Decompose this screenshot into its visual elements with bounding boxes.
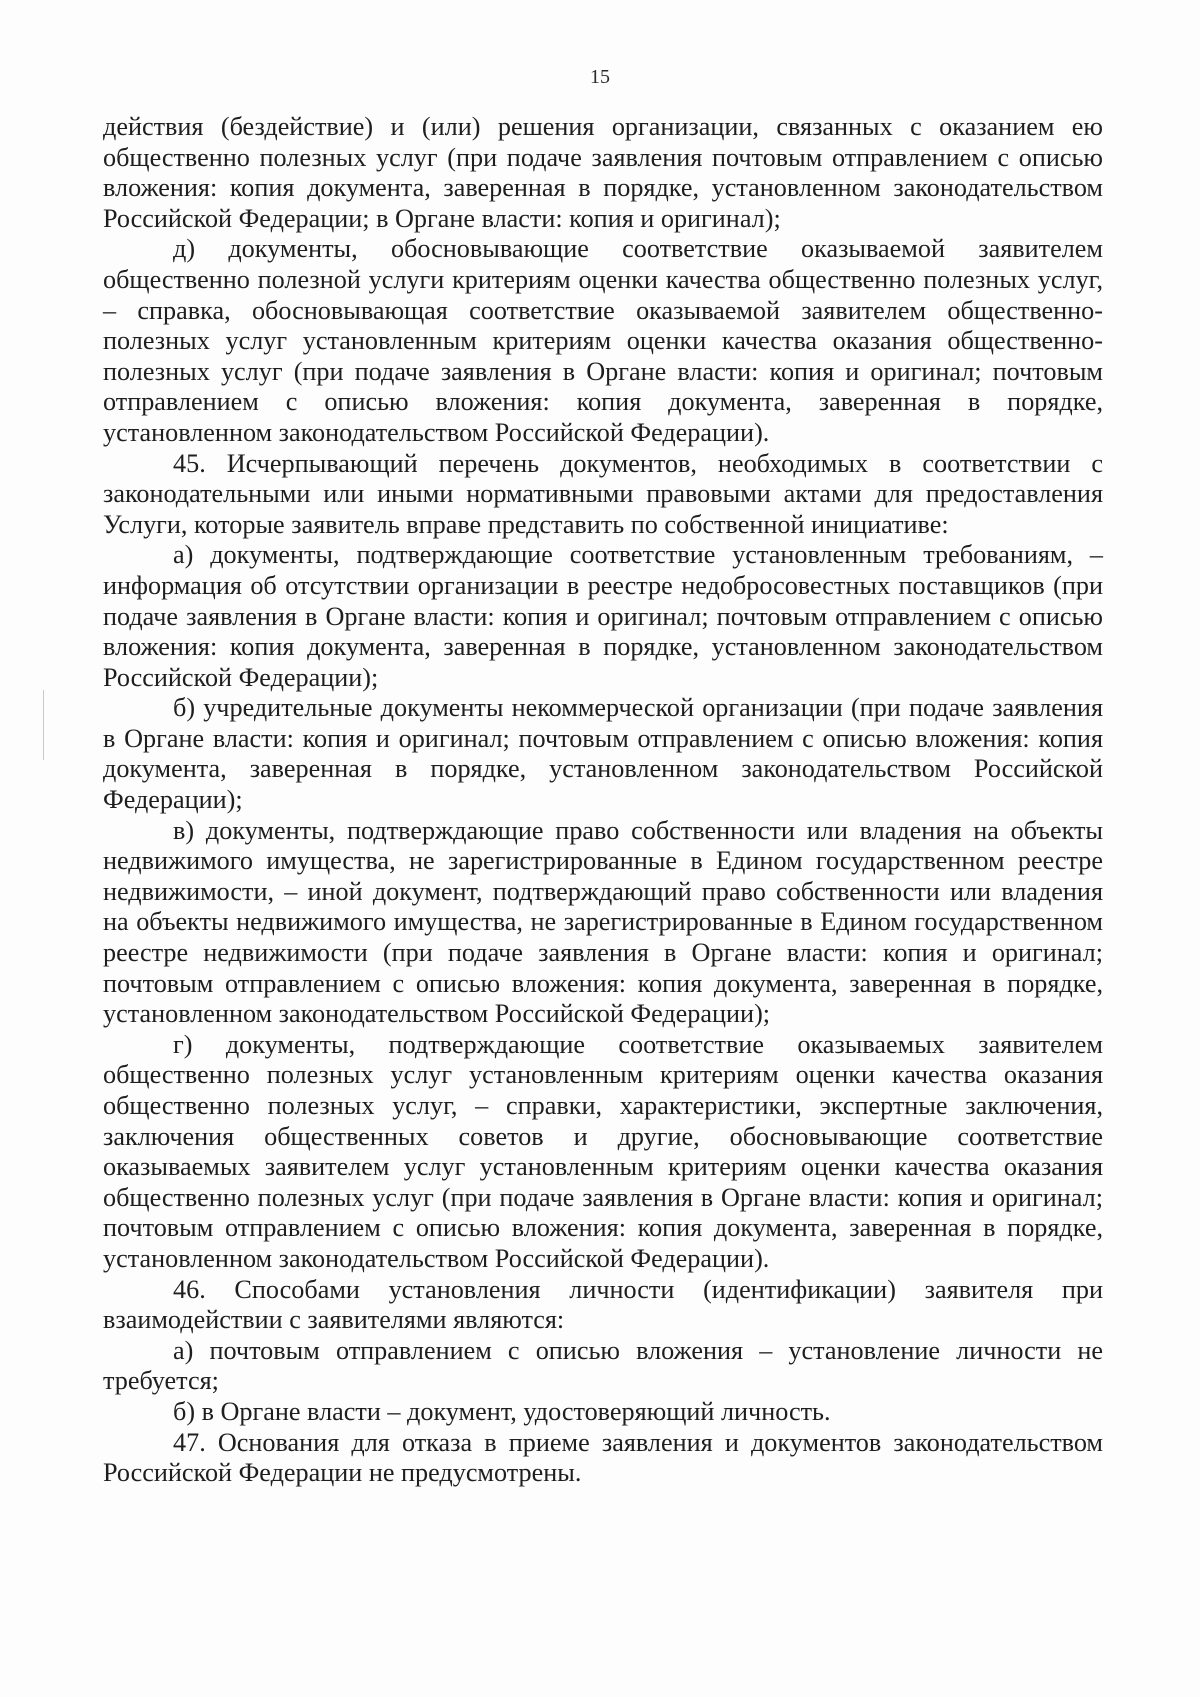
page-number: 15 — [590, 66, 610, 88]
paragraph-46-item-a: а) почтовым отправлением с описью вложения – установление личности не требуется; — [103, 1335, 1103, 1396]
document-body — [103, 112, 1103, 1489]
paragraph-45-item-a: а) документы, подтверждающие соответствие установленным требованиям, – информация об отсутствии организации в реестре недобросовестных поставщиков (при подаче заявления в Органе власти: копия и оригинал; почтовым отправлением с описью вложения: копия документа, заверенная в порядке, установленном законодательством Российской Федерации); — [103, 540, 1103, 692]
paragraph-45-item-v: в) документы, подтверждающие право собственности или владения на объекты недвижимого имущества, не зарегистрированные в Едином государственном реестре недвижимости, – иной документ, подтверждающий право собственности или владения на объекты недвижимого имущества, не зарегистрированные в Едином государственном реестре недвижимости (при подаче заявления в Органе власти: копия и оригинал; почтовым отправлением с описью вложения: копия документа, заверенная в порядке, установленном законодательством Российской Федерации); — [103, 815, 1103, 1029]
scan-margin-mark — [43, 690, 44, 760]
paragraph-item-d: д) документы, обосновывающие соответствие оказываемой заявителем общественно полезной услуги критериям оценки качества общественно полезных услуг, – справка, обосновывающая соответствие оказываемой заявителем общественно-полезных услуг установленным критериям оценки качества оказания общественно-полезных услуг (при подаче заявления в Органе власти: копия и оригинал; почтовым отправлением с описью вложения: копия документа, заверенная в порядке, установленном законодательством Российской Федерации). — [103, 234, 1103, 447]
paragraph-46: 46. Способами установления личности (идентификации) заявителя при взаимодействии с заявителями являются: — [103, 1274, 1103, 1335]
paragraph-continuation: действия (бездействие) и (или) решения организации, связанных с оказанием ею общественно полезных услуг (при подаче заявления почтовым отправлением с описью вложения: копия документа, заверенная в порядке, установленном законодательством Российской Федерации; в Органе власти: копия и оригинал); — [103, 112, 1103, 233]
paragraph-46-item-b: б) в Органе власти – документ, удостоверяющий личность. — [173, 1396, 831, 1426]
paragraph-45: 45. Исчерпывающий перечень документов, необходимых в соответствии с законодательными или иными нормативными правовыми актами для предоставления Услуги, которые заявитель вправе представить по собственной инициативе: — [103, 448, 1103, 539]
paragraph-45-item-b: б) учредительные документы некоммерческой организации (при подаче заявления в Органе власти: копия и оригинал; почтовым отправлением с описью вложения: копия документа, заверенная в порядке, установленном законодательством Российской Федерации); — [103, 693, 1103, 815]
paragraph-47: 47. Основания для отказа в приеме заявления и документов законодательством Российской Федерации не предусмотрены. — [103, 1427, 1103, 1488]
paragraph-45-item-g: г) документы, подтверждающие соответствие оказываемых заявителем общественно полезных услуг установленным критериям оценки качества оказания общественно полезных услуг, – справки, характеристики, экспертные заключения, заключения общественных советов и другие, обосновывающие соответствие оказываемых заявителем услуг установленным критериям оценки качества оказания общественно полезных услуг (при подаче заявления в Органе власти: копия и оригинал; почтовым отправлением с описью вложения: копия документа, заверенная в порядке, установленном законодательством Российской Федерации). — [103, 1029, 1103, 1273]
